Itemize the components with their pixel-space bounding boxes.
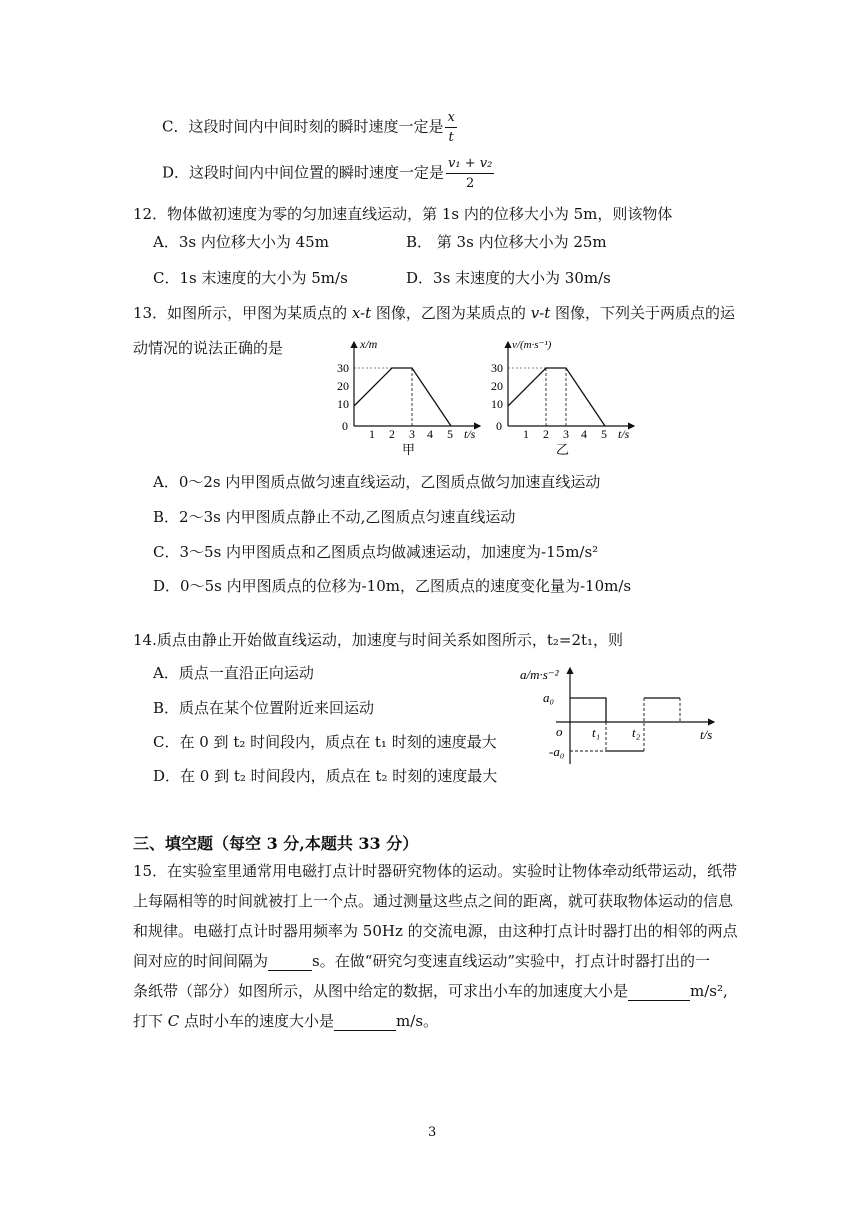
q11-option-d-fraction: $\frac{\text{v₁ + v₂}}{2}$: [448, 156, 493, 191]
x-tick: 3: [563, 427, 569, 441]
x-tick: 1: [523, 427, 529, 441]
x-tick: 5: [447, 427, 453, 441]
x-tick: 1: [369, 427, 375, 441]
q14-option-a: A．质点一直沿正向运动: [153, 664, 314, 682]
q14-graph-at: [516, 660, 726, 772]
x-axis-label: t/s: [618, 427, 630, 441]
q11-option-c-text: C．这段时间内中间时刻的瞬时速度一定是: [162, 117, 444, 136]
page-number: 3: [428, 1125, 437, 1140]
q11-option-c: [162, 110, 457, 145]
y-axis-label: a/m·s⁻²: [520, 667, 559, 682]
x-axis-label: t/s: [700, 727, 713, 742]
y-tick: 20: [491, 379, 503, 393]
q12-option-a: A．3s 内位移大小为 45m: [153, 233, 329, 251]
answer-blank[interactable]: [628, 982, 690, 1001]
y-tick: 0: [496, 419, 502, 433]
y-tick: 30: [491, 361, 503, 375]
y-axis-label: x/m: [360, 337, 378, 351]
origin-label: o: [556, 724, 563, 739]
q13-option-c: C．3～5s 内甲图质点和乙图质点均做减速运动，加速度为-15m/s²: [153, 543, 599, 561]
answer-blank[interactable]: [334, 1012, 396, 1031]
q12-option-d: D．3s 末速度的大小为 30m/s: [406, 269, 611, 287]
y-tick: 20: [337, 379, 349, 393]
q15-line: 条纸带（部分）如图所示，从图中给定的数据，可求出小车的加速度大小是 m/s²,: [133, 982, 728, 1000]
section-heading: 三、填空题（每空 3 分,本题共 33 分）: [133, 834, 419, 853]
y-tick: 10: [337, 397, 349, 411]
q13-option-d: D．0～5s 内甲图质点的位移为-10m，乙图质点的速度变化量为-10m/s: [153, 577, 632, 595]
a0-label: a₀: [543, 690, 555, 705]
a-segment-positive: [570, 698, 606, 722]
t2-label: t₂: [632, 725, 641, 740]
x-tick: 3: [409, 427, 415, 441]
q13-graph-jia: [330, 336, 490, 460]
q14-option-c: C．在 0 到 t₂ 时间段内，质点在 t₁ 时刻的速度最大: [153, 733, 497, 751]
y-tick: 10: [491, 397, 503, 411]
t1-label: t₁: [592, 725, 601, 740]
q13-graph-yi: [484, 336, 644, 460]
q13-option-a: A．0～2s 内甲图质点做匀速直线运动，乙图质点做匀加速直线运动: [153, 473, 601, 491]
x-tick: 2: [389, 427, 395, 441]
xt-curve: [354, 368, 451, 426]
q12-stem: 12．物体做初速度为零的匀加速直线运动，第 1s 内的位移大小为 5m，则该物体: [133, 205, 673, 223]
q11-option-d-text: D．这段时间内中间位置的瞬时速度一定是: [162, 163, 445, 182]
x-tick: 2: [543, 427, 549, 441]
q15-line: 和规律。电磁打点计时器用频率为 50Hz 的交流电源，由这种打点计时器打出的相邻的两点: [133, 922, 738, 940]
y-tick: 30: [337, 361, 349, 375]
q13-stem: 13．如图所示，甲图为某质点的 x-t 图像，乙图为某质点的 v-t 图像，下列关于两质点的运: [133, 304, 736, 322]
y-tick: 0: [342, 419, 348, 433]
graph-caption: 乙: [556, 442, 570, 457]
vt-curve: [508, 368, 605, 426]
q11-option-c-fraction: $\frac{x}{t}$: [447, 110, 455, 145]
answer-blank[interactable]: [268, 952, 312, 971]
q14-option-d: D．在 0 到 t₂ 时间段内，质点在 t₂ 时刻的速度最大: [153, 767, 498, 785]
q15-line: 间对应的时间间隔为 s。在做“研究匀变速直线运动”实验中，打点计时器打出的一: [133, 952, 711, 970]
q14-stem: 14.质点由静止开始做直线运动，加速度与时间关系如图所示，t₂=2t₁，则: [133, 631, 624, 649]
x-tick: 4: [427, 427, 433, 441]
q12-option-b: B． 第 3s 内位移大小为 25m: [406, 233, 607, 251]
q15-line: 上每隔相等的时间就被打上一个点。通过测量这些点之间的距离，就可获取物体运动的信息: [133, 892, 734, 910]
x-axis-label: t/s: [464, 427, 476, 441]
q12-option-c: C．1s 末速度的大小为 5m/s: [153, 269, 348, 287]
graph-caption: 甲: [402, 442, 416, 457]
q13-option-b: B．2～3s 内甲图质点静止不动,乙图质点匀速直线运动: [153, 508, 516, 526]
q11-option-d: [162, 156, 494, 191]
q15-line: 15．在实验室里通常用电磁打点计时器研究物体的运动。实验时让物体牵动纸带运动，纸带: [133, 862, 738, 880]
q14-option-b: B．质点在某个位置附近来回运动: [153, 699, 375, 717]
y-axis-label: v/(m·s⁻¹): [512, 339, 552, 351]
neg-a0-label: -a₀: [549, 744, 565, 759]
x-tick: 4: [581, 427, 587, 441]
x-tick: 5: [601, 427, 607, 441]
q15-line: 打下 C 点时小车的速度大小是 m/s。: [133, 1012, 439, 1030]
q13-stem-line2: 动情况的说法正确的是: [133, 339, 284, 357]
